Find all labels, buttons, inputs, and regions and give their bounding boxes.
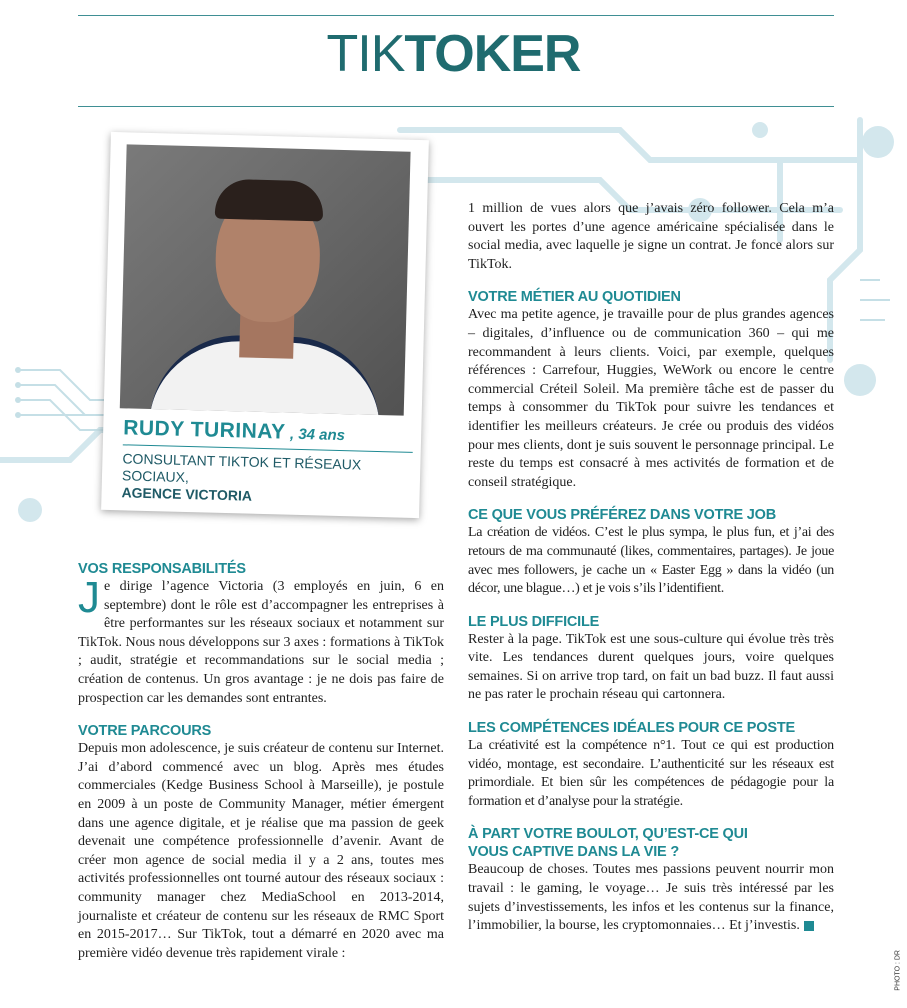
photo-credit: PHOTO : DR <box>895 950 902 991</box>
heading-competences: LES COMPÉTENCES IDÉALES POUR CE POSTE <box>468 720 795 737</box>
profile-name: RUDY TURINAY <box>122 416 286 444</box>
text-difficile: Rester à la page. TikTok est une sous-culture qui évolue très très vite. Les tendances durent quelques jours, voire quelques semaines. Si on arrive trop tard, on fait un bad buzz. Il faut aussi ne pas rater le prochain réseau qui cartonnera. <box>468 631 834 703</box>
photo-hair <box>215 179 324 222</box>
profile-photo <box>120 144 411 415</box>
heading-difficile: LE PLUS DIFFICILE <box>468 613 600 630</box>
text-vie <box>468 861 834 935</box>
heading-vie-line2: VOUS CAPTIVE DANS LA VIE ? <box>468 844 679 861</box>
text-vie-body: Beaucoup de choses. Toutes mes passions peuvent nourrir mon travail : le gaming, le voyage… Je suis très intéressé par les sujets d’investissements, les infos et les contenus sur la finance, l’immobilier, la bourse, les cryptomonnaies… Et j’investis. <box>468 862 834 934</box>
heading-responsabilites: VOS RESPONSABILITÉS <box>78 561 246 577</box>
title-part-toker: TOKER <box>404 25 581 83</box>
right-column <box>468 200 834 936</box>
text-prefere: La création de vidéos. C’est le plus sympa, le plus fun, et j’ai des retours de ma communauté (likes, commentaires, partages). Je joue avec mes followers, je cache un « Easter Egg » dans la vidéo (un décor, une blague…) et je vois s’ils l’identifient. <box>468 525 834 597</box>
left-column <box>78 560 444 963</box>
text-responsabilites-body: e dirige l’agence Victoria (3 employés en juin, 6 en septembre) dont le rôle est d’accompagner les entreprises à être performantes sur les réseaux sociaux et notamment sur TikTok. Nous nous développons sur 3 axes : formations à TikTok ; audit, stratégie et recommandations sur le social media ; création de contenus. Un gros avantage : je ne dois pas faire de prospection car les demandes sont entrantes. <box>78 579 444 706</box>
title-part-tik: TIK <box>326 25 405 83</box>
text-responsabilites <box>78 573 444 708</box>
dropcap: J <box>78 573 100 622</box>
profile-name-line <box>123 416 414 448</box>
heading-vie <box>468 825 834 861</box>
text-parcours-continuation: 1 million de vues alors que j’avais zéro follower. Cela m’a ouvert les portes d’une agence américaine spécialisée dans le social media, avec laquelle je signe un contrat. Je fonce alors sur TikTok. <box>468 201 834 272</box>
profile-agency: AGENCE VICTORIA <box>121 484 253 504</box>
profile-polaroid <box>101 132 429 518</box>
text-metier: Avec ma petite agence, je travaille pour de plus grandes agences – digitales, d’influence ou de communication 360 – qui me recommandent à leurs clients. Voici, par exemple, quelques références : Carrefour, Huggies, WeWork ou encore le centre commercial Créteil Soleil. Ma première tâche est de passer du temps à consommer du TikTok pour suivre les tendances et identifier les meilleurs créateurs. Je crée ou produis des vidéos pour mes clients, dont je suis souvent le personnage principal. Le reste du temps est consacré à mes activités de formation et de conseil stratégique. <box>468 307 834 490</box>
heading-prefere: CE QUE VOUS PRÉFÉREZ DANS VOTRE JOB <box>468 507 777 524</box>
text-competences: La créativité est la compétence n°1. Tout ce qui est production vidéo, montage, est secondaire. L’authenticité sur les réseaux est primordiale. Et bien sûr les compétences de pédagogie pour la formation et d’analyse pour la stratégie. <box>468 738 834 809</box>
profile-job-line1: CONSULTANT TIKTOK ET RÉSEAUX SOCIAUX, <box>121 450 362 486</box>
page-title <box>0 25 907 83</box>
profile-job-title <box>121 450 418 509</box>
end-mark-icon <box>804 921 814 931</box>
heading-vie-line1: À PART VOTRE BOULOT, QU’EST-CE QUI <box>468 826 748 843</box>
heading-metier: VOTRE MÉTIER AU QUOTIDIEN <box>468 289 681 306</box>
top-rule <box>78 15 834 16</box>
heading-parcours: VOTRE PARCOURS <box>78 723 212 740</box>
profile-age: , 34 ans <box>289 425 346 445</box>
text-parcours: Depuis mon adolescence, je suis créateur de contenu sur Internet. J’ai d’abord commencé avec un blog. Après mes études commerciales (Kedge Business School à Marseille), je postule en 2009 à un poste de Community Manager, métier émergent dans une agence digitale, et je réalise que ma passion de geek devenait une compétence professionnelle d’avenir. Avant de créer mon agence de social media il y a 2 ans, toutes mes activités professionnelles ont tourné autour des réseaux sociaux : community manager chez MediaSchool en 2013-2014, journaliste et créateur de contenu sur les réseaux de RMC Sport en 2015-2017… Sur TikTok, tout a démarré en 2020 avec ma première vidéo devenue très rapidement virale : <box>78 741 444 961</box>
